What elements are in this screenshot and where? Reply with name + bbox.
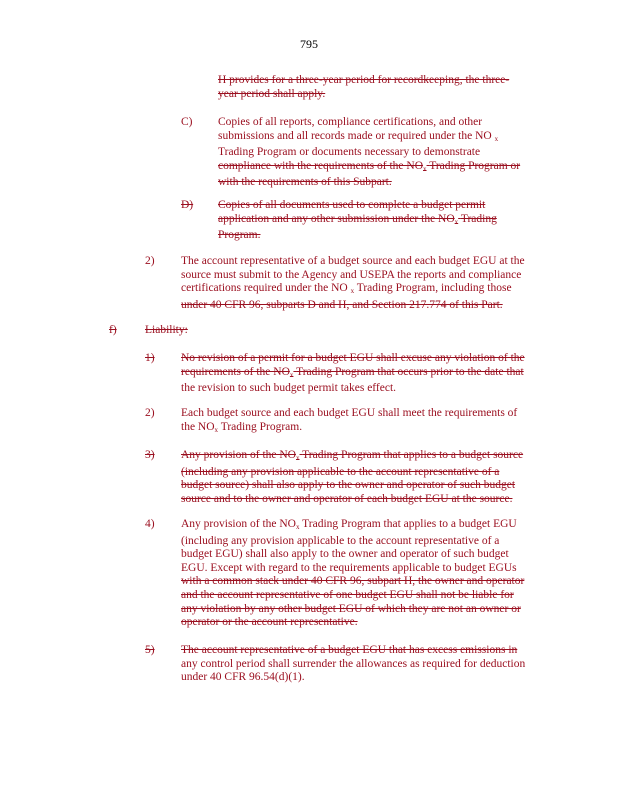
item-f4-line-4: EGU. Except with regard to the requirements applicable to budget EGUs xyxy=(181,561,517,574)
item-2-line-2: source must submit to the Agency and USEPA the reports and compliance xyxy=(181,268,522,281)
item-f4-line-1: Any provision of the $NO_x$ Trading Program that applies to a budget EGU xyxy=(181,518,517,531)
item-f1-line-2: requirements of the $NO_x$ Trading Program that occurs prior to the date that xyxy=(181,365,524,379)
page-number: 795 xyxy=(300,37,318,51)
item-f4-label: 4) xyxy=(145,518,155,530)
item-f5-text xyxy=(181,644,525,685)
fragment-line-1: H provides for a three-year period for recordkeeping, the three- xyxy=(218,74,510,86)
item-f5-line-2: any control period shall surrender the allowances as required for deduction xyxy=(181,657,526,670)
item-f1-text xyxy=(181,352,525,396)
item-f1-line-3: the revision to such budget permit takes effect. xyxy=(181,382,397,395)
item-d-line-3: Program. xyxy=(218,229,261,242)
item-f2-line-1: Each budget source and each budget EGU shall meet the requirements of xyxy=(181,407,518,419)
item-d-line-1: Copies of all documents used to complete a budget permit xyxy=(218,199,486,211)
item-f5-line-3: under 40 CFR 96.54(d)(1). xyxy=(181,671,305,684)
item-c-text xyxy=(218,116,520,190)
item-c-line-3: Trading Program or documents necessary to demonstrate xyxy=(218,146,481,159)
section-f-label: f) xyxy=(109,324,117,336)
top-fragment xyxy=(218,74,509,101)
item-c-line-2: submissions and all records made or required under the NO $_x$ xyxy=(218,129,499,143)
item-c-line-5: with the requirements of this Subpart. xyxy=(218,176,392,189)
item-f3-line-1: Any provision of the $NO_x$ Trading Program that applies to a budget source xyxy=(181,449,524,462)
item-f4-line-8: operator or the account representative. xyxy=(181,616,358,629)
item-f3-text xyxy=(181,449,523,506)
item-f3-line-2: (including any provision applicable to the account representative of a xyxy=(181,465,500,478)
item-f1-line-1: No revision of a permit for a budget EGU shall excuse any violation of the xyxy=(181,352,525,364)
item-f5-line-1: The account representative of a budget EGU that has excess emissions in xyxy=(181,644,518,656)
item-2-text xyxy=(181,255,525,312)
item-f4-line-7: any violation by any other budget EGU of which they are not an owner or xyxy=(181,602,521,615)
item-d-label: D) xyxy=(181,199,194,211)
fragment-line-2: year period shall apply. xyxy=(218,87,326,100)
item-f1-label: 1) xyxy=(145,352,155,364)
item-f2-text xyxy=(181,407,517,437)
item-2-line-4: under 40 CFR 96, subparts D and H, and Section 217.774 of this Part. xyxy=(181,298,503,311)
item-c-line-4: compliance with the requirements of the $NO_x$ Trading Program or xyxy=(218,159,521,173)
item-f3-line-3: budget source) shall also apply to the owner and operator of such budget xyxy=(181,479,516,492)
item-f4-line-2: (including any provision applicable to the account representative of a xyxy=(181,534,500,547)
item-f5-label: 5) xyxy=(145,644,155,656)
item-2-label: 2) xyxy=(145,255,155,267)
section-f-heading: Liability: xyxy=(145,324,188,336)
item-f3-line-4: source and to the owner and operator of each budget EGU at the source. xyxy=(181,492,513,505)
item-2-line-3: certifications required under the NO $_x$ Trading Program, including those xyxy=(181,282,512,296)
item-d-text xyxy=(218,199,497,243)
item-f3-label: 3) xyxy=(145,449,155,461)
item-c-line-1: Copies of all reports, compliance certifications, and other xyxy=(218,116,483,128)
item-f2-label: 2) xyxy=(145,407,155,419)
item-c-label: C) xyxy=(181,116,193,128)
item-2-line-1: The account representative of a budget source and each budget EGU at the xyxy=(181,255,525,267)
item-f4-line-6: and the account representative of one budget EGU shall not be liable for xyxy=(181,588,514,601)
item-f4-text xyxy=(181,518,524,630)
item-f4-line-3: budget EGU) shall also apply to the owner and operator of such budget xyxy=(181,548,509,561)
item-d-line-2: application and any other submission under the $NO_x$ Trading xyxy=(218,212,497,226)
item-f2-line-2: the $NO_x$ Trading Program. xyxy=(181,420,303,434)
item-f4-line-5: with a common stack under 40 CFR 96, subpart H, the owner and operator xyxy=(181,575,525,588)
